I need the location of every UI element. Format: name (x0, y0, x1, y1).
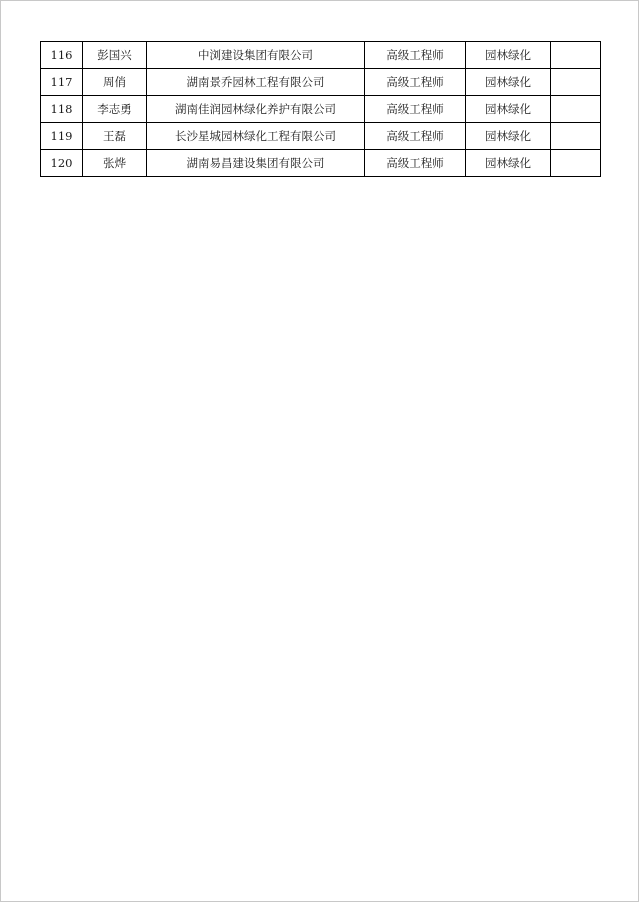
field-cell: 园林绿化 (466, 42, 551, 69)
serial-number-cell: 119 (41, 123, 83, 150)
field-cell: 园林绿化 (466, 150, 551, 177)
name-cell: 李志勇 (83, 96, 147, 123)
company-cell: 湖南易昌建设集团有限公司 (147, 150, 365, 177)
title-cell: 高级工程师 (365, 69, 466, 96)
title-cell: 高级工程师 (365, 42, 466, 69)
table-row (41, 150, 601, 177)
note-cell (551, 69, 601, 96)
name-cell: 王磊 (83, 123, 147, 150)
title-cell: 高级工程师 (365, 150, 466, 177)
note-cell (551, 42, 601, 69)
table-row (41, 123, 601, 150)
company-cell: 湖南景乔园林工程有限公司 (147, 69, 365, 96)
company-cell: 长沙星城园林绿化工程有限公司 (147, 123, 365, 150)
field-cell: 园林绿化 (466, 69, 551, 96)
field-cell: 园林绿化 (466, 96, 551, 123)
company-cell: 湖南佳润园林绿化养护有限公司 (147, 96, 365, 123)
table-row (41, 96, 601, 123)
serial-number-cell: 120 (41, 150, 83, 177)
note-cell (551, 150, 601, 177)
title-cell: 高级工程师 (365, 123, 466, 150)
serial-number-cell: 116 (41, 42, 83, 69)
note-cell (551, 123, 601, 150)
title-cell: 高级工程师 (365, 96, 466, 123)
field-cell: 园林绿化 (466, 123, 551, 150)
table-row (41, 69, 601, 96)
name-cell: 周俏 (83, 69, 147, 96)
company-cell: 中浏建设集团有限公司 (147, 42, 365, 69)
personnel-table (40, 41, 601, 177)
table-row (41, 42, 601, 69)
name-cell: 彭国兴 (83, 42, 147, 69)
serial-number-cell: 118 (41, 96, 83, 123)
serial-number-cell: 117 (41, 69, 83, 96)
name-cell: 张烨 (83, 150, 147, 177)
note-cell (551, 96, 601, 123)
